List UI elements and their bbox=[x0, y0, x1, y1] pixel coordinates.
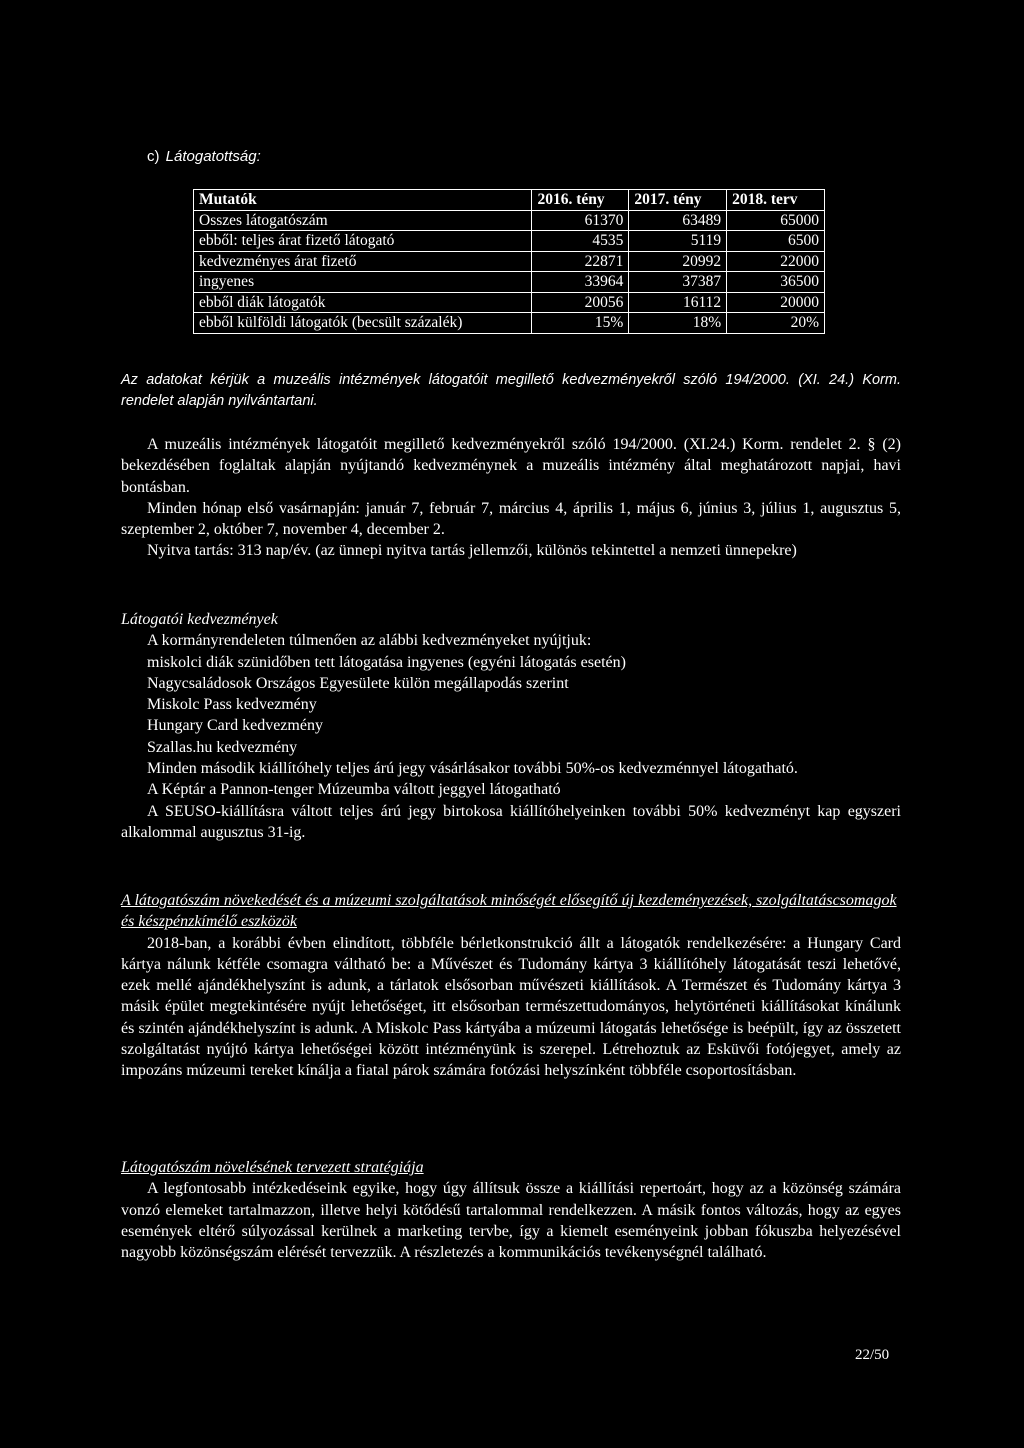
table-cell: 5119 bbox=[629, 231, 727, 252]
strategy-heading: Látogatószám növelésének tervezett stratégiája bbox=[121, 1159, 424, 1176]
table-header-cell: 2017. tény bbox=[629, 190, 727, 211]
table-cell: 22000 bbox=[727, 251, 825, 272]
first-sundays-paragraph: Minden hónap első vasárnapján: január 7, február 7, március 4, április 1, május 6, június 3, július 1, augusztus 5, szeptember 2, október 7, november 4, december 2. bbox=[121, 499, 901, 539]
initiatives-section bbox=[121, 890, 901, 1082]
table-cell: 4535 bbox=[532, 231, 629, 252]
second-site-discount: Minden második kiállítóhely teljes árú jegy vásárlásakor további 50%-os kedvezménnyel látogatható. bbox=[147, 760, 798, 778]
table-row bbox=[194, 231, 825, 252]
discount-item: Szallas.hu kedvezmény bbox=[147, 738, 298, 756]
keptar-discount: A Képtár a Pannon-tenger Múzeumba váltott jeggyel látogatható bbox=[147, 781, 561, 799]
table-row bbox=[194, 210, 825, 231]
table-cell: 65000 bbox=[727, 210, 825, 231]
table-row bbox=[194, 292, 825, 313]
table-cell: ingyenes bbox=[194, 272, 532, 293]
discounts-section bbox=[121, 609, 901, 843]
table-cell: 18% bbox=[629, 313, 727, 334]
decree-section bbox=[121, 434, 901, 562]
table-row bbox=[194, 313, 825, 334]
initiatives-heading: A látogatószám növekedését és a múzeumi szolgáltatások minőségét elősegítő új kezdeményezések, szolgáltatáscsomagok és készpénzkímélő eszközök bbox=[121, 892, 897, 931]
seuso-discount: A SEUSO-kiállításra váltott teljes árú jegy birtokosa kiállítóhelyeinken további 50% kedvezményt kap egyszeri alkalommal augusztus 31-ig. bbox=[121, 802, 901, 841]
section-label bbox=[147, 148, 261, 165]
table-cell: 20% bbox=[727, 313, 825, 334]
discount-item: miskolci diák szünidőben tett látogatása ingyenes (egyéni látogatás esetén) bbox=[147, 653, 626, 671]
table-cell: 16112 bbox=[629, 292, 727, 313]
table-cell: 20000 bbox=[727, 292, 825, 313]
strategy-section bbox=[121, 1157, 901, 1263]
table-cell: 37387 bbox=[629, 272, 727, 293]
decree-paragraph: A muzeális intézmények látogatóit megillető kedvezményekről szóló 194/2000. (XI.24.) Korm. rendelet 2. § (2) bekezdésében foglaltak alapján nyújtandó kedvezménynek a muzeális intézmény által meghatározott napjai, havi bontásban. bbox=[121, 436, 901, 496]
table-header-row bbox=[194, 190, 825, 211]
page-number: 22/50 bbox=[855, 1347, 890, 1363]
table-cell: 22871 bbox=[532, 251, 629, 272]
table-cell: Osszes látogatószám bbox=[194, 210, 532, 231]
table-row bbox=[194, 251, 825, 272]
table-cell: 36500 bbox=[727, 272, 825, 293]
table-header-cell: Mutatók bbox=[194, 190, 532, 211]
table-cell: kedvezményes árat fizető bbox=[194, 251, 532, 272]
opening-hours-paragraph: Nyitva tartás: 313 nap/év. (az ünnepi nyitva tartás jellemzői, különös tekintettel a nemzeti ünnepekre) bbox=[147, 542, 797, 560]
table-cell: 6500 bbox=[727, 231, 825, 252]
discount-item: Hungary Card kedvezmény bbox=[147, 717, 323, 735]
table-cell: ebből diák látogatók bbox=[194, 292, 532, 313]
table-row bbox=[194, 272, 825, 293]
table-cell: 33964 bbox=[532, 272, 629, 293]
table-header-cell: 2018. terv bbox=[727, 190, 825, 211]
table-cell: 63489 bbox=[629, 210, 727, 231]
table-cell: ebből külföldi látogatók (becsült százalék) bbox=[194, 313, 532, 334]
section-number: c) bbox=[147, 148, 160, 165]
initiatives-body: 2018-ban, a korábbi évben elindított, többféle bérletkonstrukció állt a látogatók rendelkezésére: a Hungary Card kártya nálunk kétféle csomagra váltható be: a Művészet és Tudomány kártya 3 kiállítóhely látogatását teszi lehetővé, ezek mellé ajándékhelyszínt is adunk, a tárlatok elsősorban művészeti kiállítások. A Természet és Tudomány kártya 3 másik épület megtekintésére nyújt lehetőséget, itt elsősorban természettudományos, helytörténeti kiállításokat kínálunk és szintén ajándékhelyszínt is adunk. A Miskolc Pass kártyába a múzeumi látogatás lehetősége is beépült, így az összetett szolgáltatást nyújtó kártya lehetőségei között intézményünk is szerepel. Létrehoztuk az Esküvői fotójegyet, amely az impozáns múzeumi tereket kínálja a fiatal párok számára fotózási helyszínként többféle csoportosításban. bbox=[121, 934, 901, 1080]
discount-item: Miskolc Pass kedvezmény bbox=[147, 696, 317, 714]
table-cell: ebből: teljes árat fizető látogató bbox=[194, 231, 532, 252]
discounts-heading: Látogatói kedvezmények bbox=[121, 611, 278, 628]
table-header-cell: 2016. tény bbox=[532, 190, 629, 211]
strategy-body: A legfontosabb intézkedéseink egyike, hogy úgy állítsuk össze a kiállítási repertoárt, hogy az a közönség számára vonzó elemeket tartalmazzon, illetve helyi kötődésű tartalommal rendelkezzen. A másik fontos változás, hogy az egyes események eltérő súlyozással kerülnek a marketing tervbe, így a kiemelt eseményeink jobban fókuszba helyezésével nagyobb közönségszám elérését tervezzük. A részletezés a kommunikációs tevékenységnél található. bbox=[121, 1180, 901, 1262]
table-cell: 20056 bbox=[532, 292, 629, 313]
table-cell: 61370 bbox=[532, 210, 629, 231]
table-cell: 20992 bbox=[629, 251, 727, 272]
table-cell: 15% bbox=[532, 313, 629, 334]
visitor-statistics-table bbox=[193, 189, 825, 334]
section-title: Látogatottság: bbox=[165, 148, 261, 165]
registration-note: Az adatokat kérjük a muzeális intézmények látogatóit megillető kedvezményekről szóló 194/2000. (XI. 24.) Korm. rendelet alapján nyilvántartani. bbox=[121, 372, 901, 410]
discounts-intro: A kormányrendeleten túlmenően az alábbi kedvezményeket nyújtjuk: bbox=[147, 632, 592, 650]
discount-item: Nagycsaládosok Országos Egyesülete külön megállapodás szerint bbox=[147, 674, 569, 692]
